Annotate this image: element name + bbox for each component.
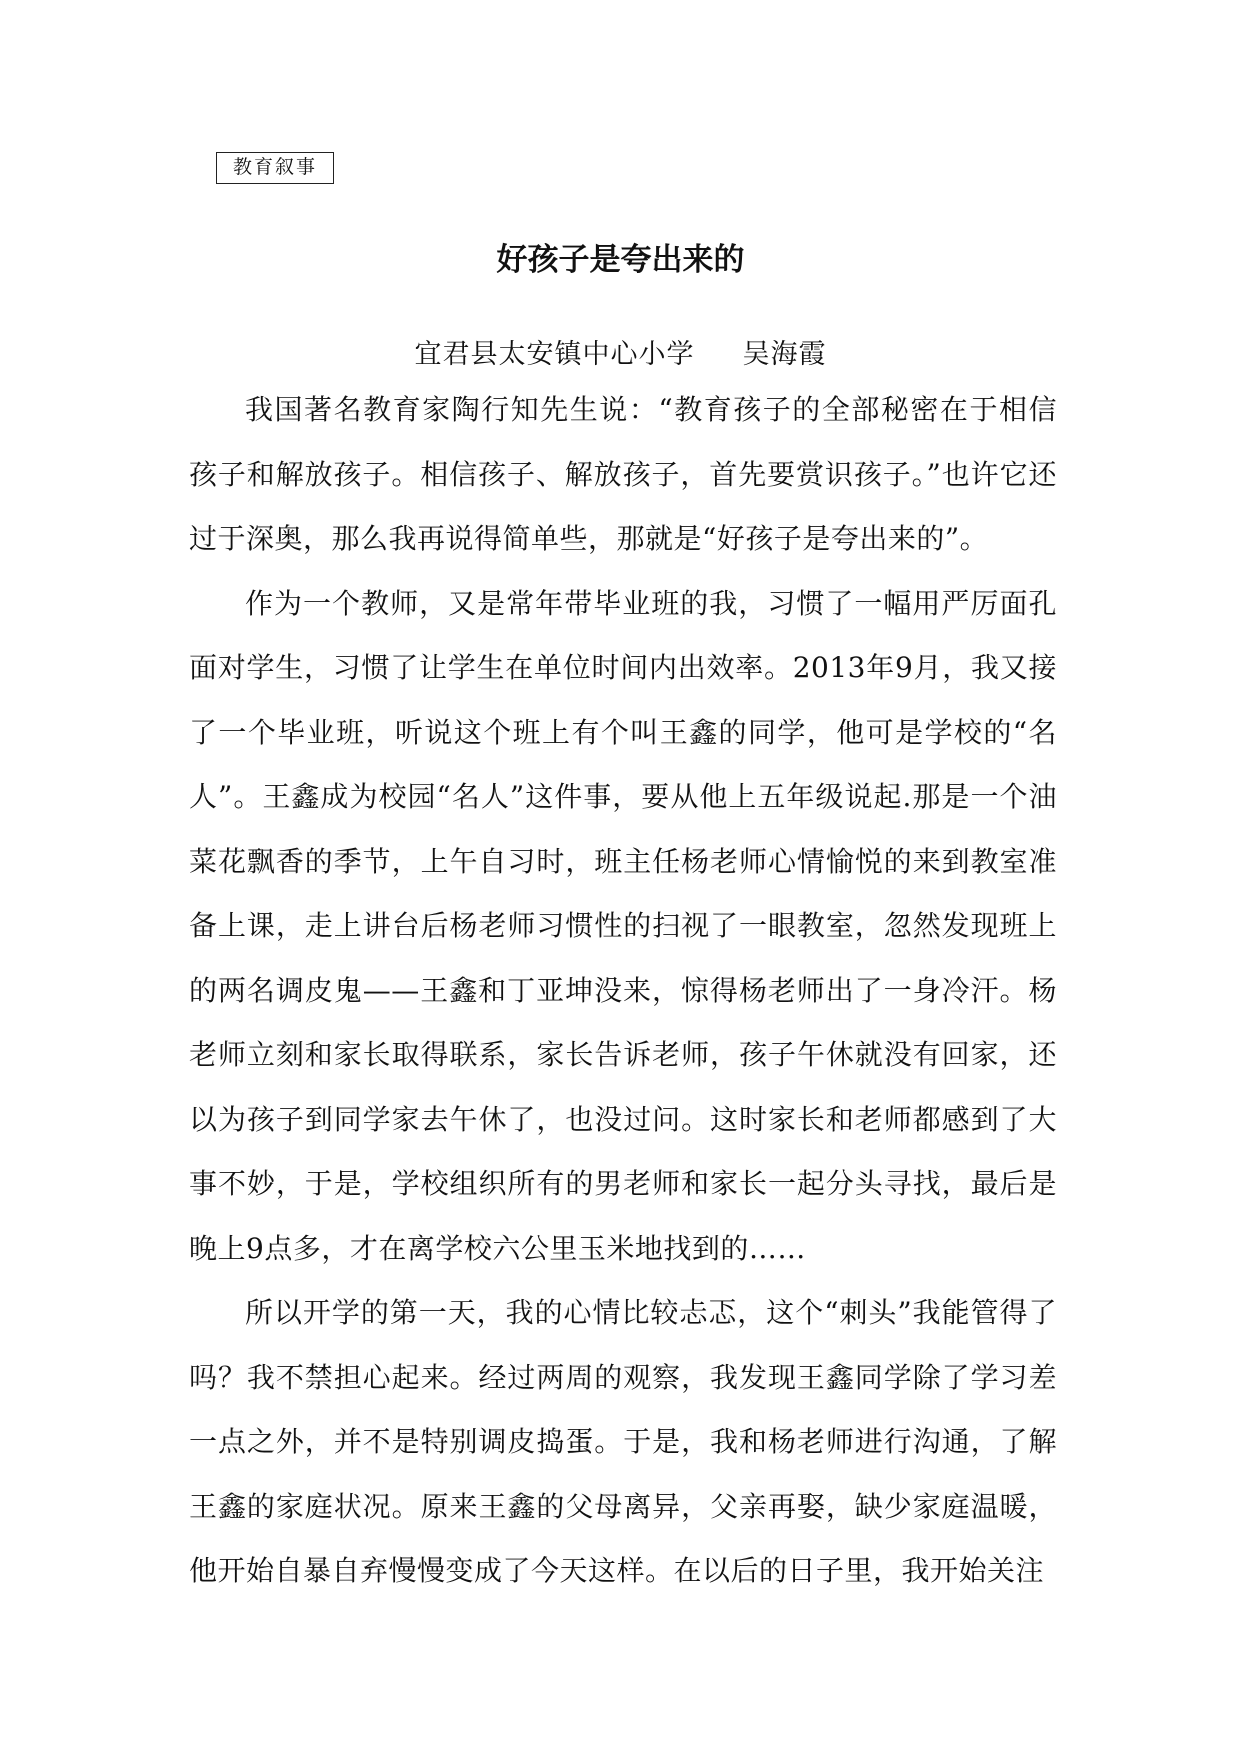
paragraph-3: 所以开学的第一天，我的心情比较忐忑，这个“刺头”我能管得了吗？我不禁担心起来。经过两周的观察，我发现王鑫同学除了学习差一点之外，并不是特别调皮捣蛋。于是，我和杨老师进行沟通，了解王鑫的家庭状况。原来王鑫的父母离异，父亲再娶，缺少家庭温暖，他开始自暴自弃慢慢变成了今天这样。在以后的日子里，我开始关注: [189, 1296, 1057, 1587]
page-title: 好孩子是夸出来的: [496, 242, 745, 278]
paragraph-1: 我国著名教育家陶行知先生说：“教育孩子的全部秘密在于相信孩子和解放孩子。相信孩子、解放孩子，首先要赏识孩子。”也许它还过于深奥，那么我再说得简单些，那就是“好孩子是夸出来的”。: [189, 393, 1057, 555]
category-tag: 教育叙事: [216, 152, 334, 184]
author-name: 吴海霞: [742, 339, 827, 370]
article-body: [189, 378, 1057, 1604]
byline: [0, 334, 1241, 376]
school-name: 宜君县太安镇中心小学: [414, 339, 695, 370]
paragraph-2: 作为一个教师，又是常年带毕业班的我，习惯了一幅用严厉面孔面对学生，习惯了让学生在单位时间内出效率。2013年9月，我又接了一个毕业班，听说这个班上有个叫王鑫的同学，他可是学校的“名人”。王鑫成为校园“名人”这件事，要从他上五年级说起.那是一个油菜花飘香的季节，上午自习时，班主任杨老师心情愉悦的来到教室准备上课，走上讲台后杨老师习惯性的扫视了一眼教室，忽然发现班上的两名调皮鬼——王鑫和丁亚坤没来，惊得杨老师出了一身冷汗。杨老师立刻和家长取得联系，家长告诉老师，孩子午休就没有回家，还以为孩子到同学家去午休了，也没过问。这时家长和老师都感到了大事不妙，于是，学校组织所有的男老师和家长一起分头寻找，最后是晚上9点多，才在离学校六公里玉米地找到的……: [189, 586, 1057, 1265]
